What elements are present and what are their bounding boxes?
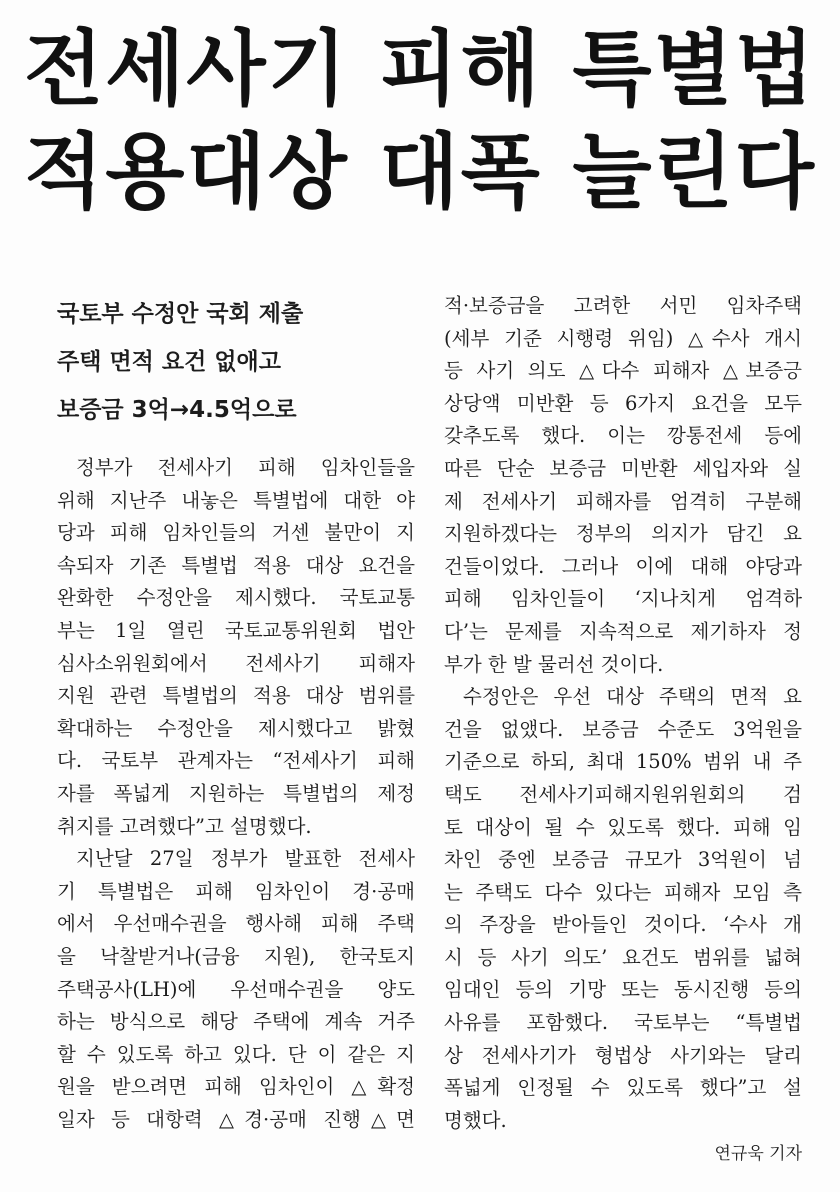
body-line: 확대하는 수정안을 제시했다고 밝혔 [57, 716, 415, 740]
byline: 연규욱 기자 [714, 1144, 802, 1164]
body-line: 따른 단순 보증금 미반환 세입자와 실 [444, 456, 802, 480]
body-line: 기 특별법은 피해 임차인이 경·공매 [57, 879, 415, 903]
body-line: 일자 등 대항력 △경·공매 진행△면 [57, 1107, 415, 1131]
body-line: 당과 피해 임차인들의 거센 불만이 지 [57, 521, 415, 545]
body-line: 원을 받으려면 피해 임차인이 △확정 [57, 1075, 415, 1099]
right-column [444, 290, 802, 1137]
body-line: 지난달 27일 정부가 발표한 전세사 [76, 847, 415, 871]
body-line: 피해 임차인들이 ‘지나치게 엄격하 [444, 587, 802, 611]
body-line: 주택공사(LH)에 우선매수권을 양도 [57, 977, 415, 1001]
body-line: 제 전세사기 피해자를 엄격히 구분해 [444, 489, 802, 513]
body-line: 기준으로 하되, 최대 150% 범위 내 주 [444, 750, 802, 774]
body-line: 등 사기 의도 △다수 피해자 △보증긍 [444, 359, 802, 383]
body-line: 다’는 문제를 지속적으로 제기하자 정 [444, 619, 802, 643]
headline-line-2: 적용대상 대폭 늘린다 [23, 125, 816, 220]
body-line: 하는 방식으로 해당 주택에 계속 거주 [57, 1010, 415, 1034]
subhead-2: 주택 면적 요건 없애고 [57, 349, 281, 375]
body-line: 자를 폭넓게 지원하는 특별법의 제정 [57, 781, 415, 805]
body-line: 을 낙찰받거나(금융 지원), 한국토지 [57, 944, 415, 968]
body-line: 건을 없앴다. 보증금 수준도 3억원을 [444, 717, 802, 741]
body-line: 상 전세사기가 형법상 사기와는 달리 [444, 1043, 802, 1067]
body-line: 택도 전세사기피해지원위원회의 검 [444, 782, 802, 806]
body-line: 는 주택도 다수 있다는 피해자 모임 측 [444, 880, 802, 904]
body-line: 차인 중엔 보증금 규모가 3억원이 넘 [444, 848, 802, 872]
left-column [57, 290, 415, 1136]
body-line: 시 등 사기 의도’ 요건도 범위를 넓혀 [444, 945, 802, 969]
body-line: 폭넓게 인정될 수 있도록 했다”고 설 [444, 1076, 802, 1100]
body-line: 속되자 기존 특별법 적용 대상 요건을 [57, 553, 415, 577]
body-line: 명했다. [444, 1108, 507, 1132]
body-line: 임대인 등의 기망 또는 동시진행 등의 [444, 978, 802, 1002]
body-line: 수정안은 우선 대상 주택의 면적 요 [463, 685, 802, 709]
body-line: 토 대상이 될 수 있도록 했다. 피해 임 [444, 815, 802, 839]
body-line: 지원 관련 특별법의 적용 대상 범위를 [57, 684, 415, 708]
body-line: 심사소위원회에서 전세사기 피해자 [57, 651, 415, 675]
body-line: 부는 1일 열린 국토교통위원회 법안 [57, 618, 415, 642]
body-line: 상당액 미반환 등 6가지 요건을 모두 [444, 391, 802, 415]
body-line: 적·보증금을 고려한 서민 임차주택 [444, 294, 802, 317]
body-line: 완화한 수정안을 제시했다. 국토교통 [57, 586, 415, 610]
body-line: 취지를 고려했다”고 설명했다. [57, 814, 312, 838]
body-line: 정부가 전세사기 피해 임차인들을 [76, 456, 415, 479]
body-line: 지원하겠다는 정부의 의지가 담긴 요 [444, 522, 802, 546]
body-line: 갖추도록 했다. 이는 깡통전세 등에 [444, 424, 802, 448]
body-line: 다. 국토부 관계자는 “전세사기 피해 [57, 749, 415, 773]
body-line: 할 수 있도록 하고 있다. 단 이 같은 지 [57, 1042, 415, 1066]
body-line: 사유를 포함했다. 국토부는 “특별법 [444, 1011, 802, 1035]
subhead-3: 보증금 3억→4.5억으로 [57, 397, 297, 423]
subheads [57, 290, 415, 434]
left-body [57, 452, 415, 1136]
body-line: 건들이었다. 그러나 이에 대해 야당과 [444, 554, 802, 578]
body-line: (세부 기준 시행령 위임) △수사 개시 [444, 326, 802, 350]
body-line: 의 주장을 받아들인 것이다. ‘수사 개 [444, 913, 802, 937]
body-line: 부가 한 발 물러선 것이다. [444, 652, 664, 676]
body-line: 에서 우선매수권을 행사해 피해 주택 [57, 912, 415, 936]
subhead-1: 국토부 수정안 국회 제출 [57, 301, 304, 327]
headline-line-1: 전세사기 피해 특별법 [23, 22, 816, 117]
body-line: 위해 지난주 내놓은 특별법에 대한 야 [57, 488, 415, 512]
